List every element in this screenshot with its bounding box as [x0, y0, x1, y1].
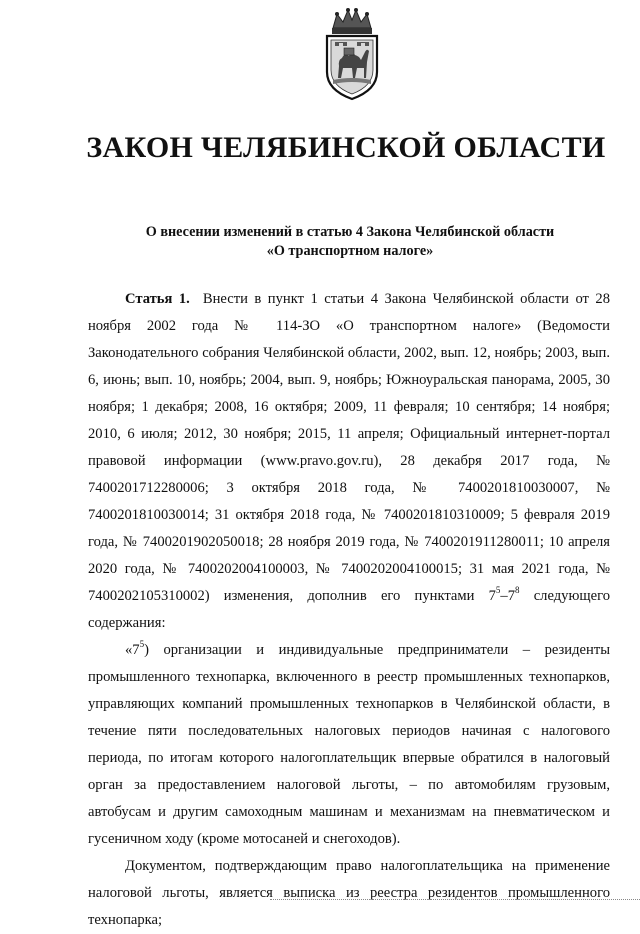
law-body [88, 286, 610, 934]
item-text: ) организации и индивидуальные предприниматели – резиденты промышленного технопарка, включенного в реестр промышленных технопарков, управляющих компаний промышленных технопарков в Челябинской области, в течение пяти последовательных налоговых периодов начиная с налогового периода, по итогам которого налогоплательщик впервые обратился в налоговый орган за предоставлением налоговой льготы, – по автомобилям грузовым, автобусам и другим самоходным машинам и механизмам на пневматическом и гусеничном ходу (кроме мотосаней и снегоходов). [88, 642, 610, 847]
article-1-paragraph [88, 286, 610, 637]
law-subject [0, 223, 640, 261]
coat-of-arms-icon [321, 6, 383, 102]
document-proof-paragraph: Документом, подтверждающим право налогоплательщика на применение налоговой льготы, является выписка из реестра резидентов промышленного технопарка; [88, 858, 610, 928]
range-sup-end: 8 [515, 585, 520, 596]
page-bottom-rule [270, 899, 640, 900]
item-sup: 5 [139, 639, 145, 650]
item-open: «7 [125, 642, 140, 658]
subject-line-1: О внесении изменений в статью 4 Закона Челябинской области [145, 224, 555, 240]
subject-line-2: «О транспортном налоге» [266, 243, 434, 259]
article-label: Статья 1. [125, 291, 190, 307]
law-title: ЗАКОН ЧЕЛЯБИНСКОЙ ОБЛАСТИ [86, 131, 606, 164]
article-intro-text: Внести в пункт 1 статьи 4 Закона Челябинской области от 28 ноября 2002 года № 114-ЗО «О транспортном налоге» (Ведомости Законодательного собрания Челябинской области, 2002, вып. 12, ноябрь; 2003, вып. 6, июнь; вып. 10, ноябрь; 2004, вып. 9, ноябрь; Южноуральская панорама, 2005, 30 ноября; 1 декабря; 2008, 16 октября; 2009, 11 февраля; 10 сентября; 14 ноября; 2010, 6 июля; 2012, 30 ноября; 2015, 11 апреля; Официальный интернет-портал правовой информации (www.pravo.gov.ru), 28 декабря 2017 года, № 7400201712280006; 3 октября 2018 года, № 7400201810030007, № 7400201810030014; 31 октября 2018 года, № 7400201810310009; 5 февраля 2019 года, № 7400201902050018; 28 ноября 2019 года, № 7400201911280011; 10 апреля 2020 года, № 7400202004100003, № 7400202004100015; 31 мая 2021 года, № 7400202105310002) изменения, дополнив его пунктами 7 [88, 291, 611, 604]
range-dash: –7 [500, 588, 516, 604]
range-sup-start: 5 [495, 585, 501, 596]
article-intro-tail: следующего содержания: [88, 588, 611, 631]
item-7-5-paragraph [88, 637, 610, 853]
